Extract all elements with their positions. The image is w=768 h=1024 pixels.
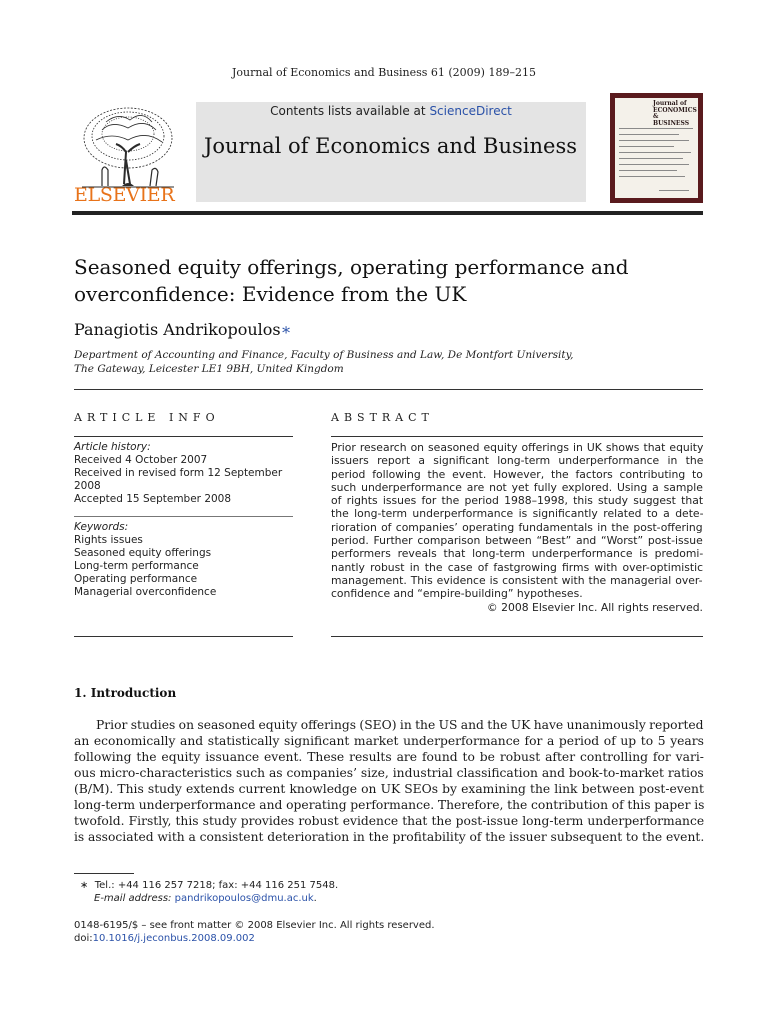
author-footnote xyxy=(80,879,338,905)
intro-line: an economically and statistically significant market underperformance for a period of up to 5 years xyxy=(74,734,704,748)
article-title xyxy=(74,254,714,308)
history-label: Article history: xyxy=(74,441,151,453)
keyword-item: Managerial overconfidence xyxy=(74,586,217,598)
abstract-line: rioration of companies’ operating fundamentals in the post-offering xyxy=(331,520,703,534)
article-title-line-2: overconfidence: Evidence from the UK xyxy=(74,282,467,306)
contents-available-line xyxy=(196,104,586,118)
journal-banner xyxy=(196,102,586,202)
elsevier-logo xyxy=(72,100,184,204)
keywords-block xyxy=(74,521,293,599)
issn-line: 0148-6195/$ – see front matter © 2008 Elsevier Inc. All rights reserved. xyxy=(74,920,435,931)
footnote-rule xyxy=(74,873,134,874)
intro-line: is associated with a consistent deterioration in the profitability of the issuer subsequent to the event. xyxy=(74,830,704,844)
footnote-email-line xyxy=(80,892,338,905)
keyword-item: Rights issues xyxy=(74,534,143,546)
abstract-rule-bottom xyxy=(331,636,703,637)
doi-prefix: doi: xyxy=(74,933,93,944)
article-info-rule-bottom xyxy=(74,636,293,637)
abstract-line: performers reveals that long-term underperformance is predomi- xyxy=(331,547,703,561)
revised-date-line-2: 2008 xyxy=(74,480,101,492)
author-affiliation xyxy=(74,348,704,376)
accepted-date: Accepted 15 September 2008 xyxy=(74,493,232,505)
footnote-contact-line xyxy=(80,879,338,892)
footnote-mark: ∗ xyxy=(80,880,89,891)
email-link[interactable]: pandrikopoulos@dmu.ac.uk xyxy=(174,893,314,904)
intro-line: (B/M). This study extends current knowledge on UK SEOs by examining the link between post-event xyxy=(74,782,704,796)
contents-prefix: Contents lists available at xyxy=(270,104,430,118)
abstract-rule-top xyxy=(331,436,703,437)
keywords-label: Keywords: xyxy=(74,521,129,533)
introduction-paragraph xyxy=(74,717,704,845)
intro-line: ous micro-characteristics such as companies’ size, industrial classification and book-to-market ratios xyxy=(74,766,704,780)
doi-link[interactable]: 10.1016/j.jeconbus.2008.09.002 xyxy=(92,933,255,944)
abstract-line: of rights issues for the period 1988–1998, this study suggest that xyxy=(331,494,703,508)
keyword-item: Operating performance xyxy=(74,573,198,585)
journal-title: Journal of Economics and Business xyxy=(204,134,578,158)
sciencedirect-link[interactable]: ScienceDirect xyxy=(429,104,512,118)
author-footnote-mark[interactable]: ∗ xyxy=(280,320,292,339)
article-info-rule-top xyxy=(74,436,293,437)
masthead-rule xyxy=(72,211,703,215)
abstract-line: the long-term underperformance is significantly related to a dete- xyxy=(331,507,703,521)
author-name-text: Panagiotis Andrikopoulos xyxy=(74,320,281,339)
abstract-line: nantly robust in the case of fastgrowing firms with over-optimistic xyxy=(331,560,703,574)
footnote-contact: Tel.: +44 116 257 7218; fax: +44 116 251 7548. xyxy=(94,880,339,891)
journal-cover-thumbnail xyxy=(610,93,703,203)
journal-citation: Journal of Economics and Business 61 (2009) 189–215 xyxy=(232,66,536,79)
intro-line: long-term underperformance and operating performance. Therefore, the contribution of this paper is xyxy=(74,798,704,812)
article-history xyxy=(74,441,293,506)
keyword-item: Seasoned equity offerings xyxy=(74,547,212,559)
received-date: Received 4 October 2007 xyxy=(74,454,208,466)
abstract-line: management. This evidence is consistent with the managerial over- xyxy=(331,573,703,587)
front-matter-info xyxy=(74,919,435,945)
article-info-rule-mid xyxy=(74,516,293,517)
journal-cover-page xyxy=(615,98,698,198)
abstract-line: period. Further comparison between “Best” and “Worst” post-issue xyxy=(331,534,703,548)
article-info-heading: ARTICLE INFO xyxy=(74,411,220,424)
abstract-line: period following the event. However, the factors contributing to xyxy=(331,467,703,481)
doi-line xyxy=(74,932,435,945)
intro-line: following the equity issuance event. These results are found to be robust after controlling for vari- xyxy=(74,750,704,764)
email-label: E-mail address: xyxy=(94,893,175,904)
email-suffix: . xyxy=(313,893,317,904)
author-name xyxy=(74,320,291,339)
abstract-line: issuers report a significant long-term underperformance in the xyxy=(331,454,703,468)
abstract-text xyxy=(331,441,703,614)
abstract-copyright: © 2008 Elsevier Inc. All rights reserved. xyxy=(486,600,703,614)
revised-date-line-1: Received in revised form 12 September xyxy=(74,467,283,479)
affiliation-line-2: The Gateway, Leicester LE1 9BH, United Kingdom xyxy=(74,363,344,375)
cover-title: Journal of ECONOMICS & BUSINESS xyxy=(653,100,697,127)
abstract-line: such underperformance are not yet fully explored. Using a sample xyxy=(331,480,703,494)
abstract-line: Prior research on seasoned equity offerings in UK shows that equity xyxy=(331,441,703,454)
intro-line: twofold. Firstly, this study provides robust evidence that the post-issue long-term underperformance xyxy=(74,814,704,828)
abstract-heading: ABSTRACT xyxy=(331,411,434,424)
keyword-item: Long-term performance xyxy=(74,560,199,572)
intro-line: Prior studies on seasoned equity offerings (SEO) in the US and the UK have unanimously reported xyxy=(96,718,704,732)
elsevier-wordmark: ELSEVIER xyxy=(74,184,175,206)
title-divider xyxy=(74,389,703,390)
article-title-line-1: Seasoned equity offerings, operating performance and xyxy=(74,255,629,279)
introduction-heading: 1. Introduction xyxy=(74,686,177,700)
affiliation-line-1: Department of Accounting and Finance, Faculty of Business and Law, De Montfort University, xyxy=(74,349,574,361)
abstract-line: confidence and “empire-building” hypotheses. xyxy=(331,587,583,601)
